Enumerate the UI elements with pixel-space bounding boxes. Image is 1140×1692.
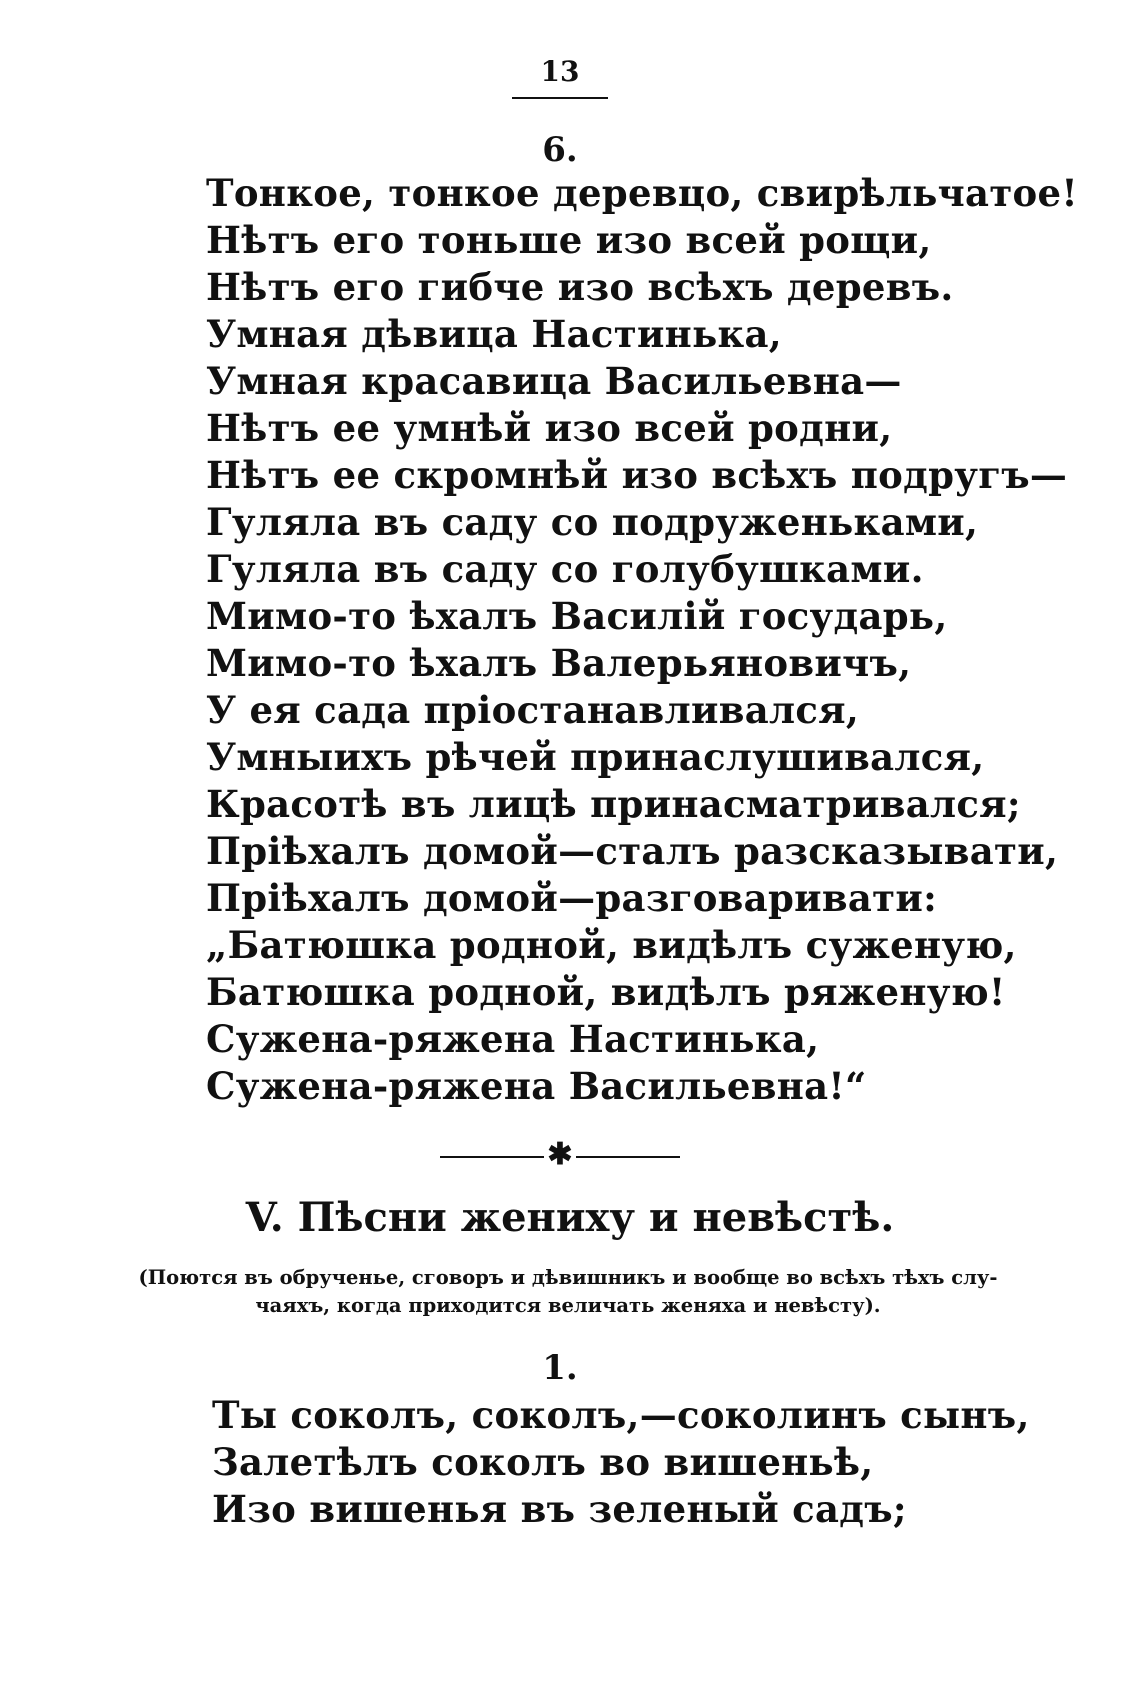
- song-number-6: 6.: [542, 130, 578, 170]
- section-divider-ornament: [440, 1137, 680, 1172]
- verse-line: Гуляла въ саду со подруженьками,: [206, 500, 979, 544]
- verse-line: Пріѣхалъ домой—сталъ разсказывати,: [206, 829, 1059, 873]
- verse-line: Залетѣлъ соколъ во вишеньѣ,: [212, 1440, 874, 1484]
- verse-line: Сужена-ряжена Васильевна!“: [206, 1064, 867, 1108]
- song-1-verse: [212, 1392, 1030, 1533]
- verse-line: Умная дѣвица Настинька,: [206, 312, 782, 356]
- verse-line: Пріѣхалъ домой—разговаривати:: [206, 876, 938, 920]
- verse-line: Сужена-ряжена Настинька,: [206, 1017, 820, 1061]
- verse-line: Изо вишенья въ зеленый садъ;: [212, 1487, 907, 1531]
- section-note-line: чаяхъ, когда приходится величать женяха и невѣсту).: [255, 1294, 881, 1317]
- verse-line: Гуляла въ саду со голубушками.: [206, 547, 924, 591]
- song-number-1: 1.: [542, 1348, 578, 1388]
- verse-line: Нѣтъ его гибче изо всѣхъ деревъ.: [206, 265, 954, 309]
- verse-line: Красотѣ въ лицѣ принасматривался;: [206, 782, 1021, 826]
- section-heading: V. Пѣсни жениху и невѣстѣ.: [245, 1194, 895, 1241]
- divider-rule-left: [440, 1156, 544, 1158]
- divider-rule-right: [576, 1156, 680, 1158]
- verse-line: Мимо-то ѣхалъ Валерьяновичъ,: [206, 641, 912, 685]
- verse-line: Умная красавица Васильевна—: [206, 359, 902, 403]
- page-number: 13: [540, 55, 580, 88]
- verse-line: Тонкое, тонкое деревцо, свирѣльчатое!: [206, 171, 1078, 215]
- verse-line: Ты соколъ, соколъ,—соколинъ сынъ,: [212, 1393, 1030, 1437]
- verse-line: Умныихъ рѣчей принаслушивался,: [206, 735, 985, 779]
- verse-line: Нѣтъ ее скромнѣй изо всѣхъ подругъ—: [206, 453, 1068, 497]
- verse-line: Нѣтъ его тоньше изо всей рощи,: [206, 218, 932, 262]
- asterism-icon: ✱: [547, 1137, 573, 1172]
- section-note: [108, 1264, 1028, 1320]
- verse-line: Нѣтъ ее умнѣй изо всей родни,: [206, 406, 893, 450]
- section-note-line: (Поются въ обрученье, сговоръ и дѣвишникъ и вообще во всѣхъ тѣхъ слу-: [138, 1266, 998, 1289]
- verse-line: У ея сада пріостанавливался,: [206, 688, 860, 732]
- verse-line: „Батюшка родной, видѣлъ суженую,: [206, 923, 1017, 967]
- page-number-underline: [512, 97, 608, 99]
- verse-line: Мимо-то ѣхалъ Василій государь,: [206, 594, 948, 638]
- verse-line: Батюшка родной, видѣлъ ряженую!: [206, 970, 1006, 1014]
- song-6-verse: [206, 170, 1078, 1110]
